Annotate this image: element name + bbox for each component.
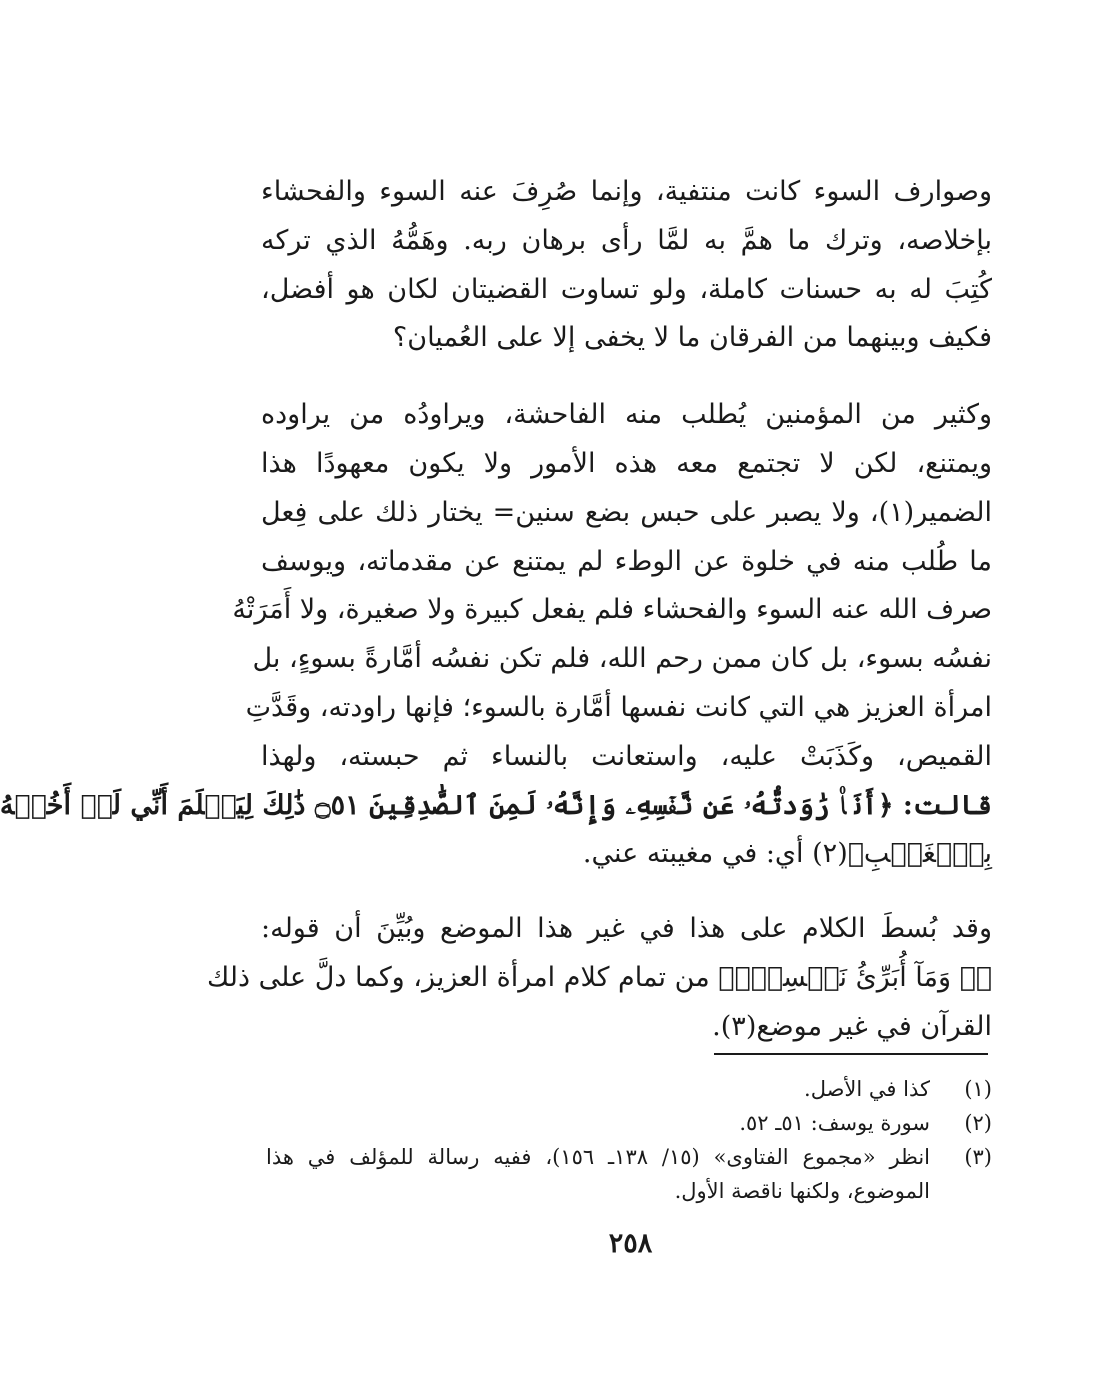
- footnote-separator: [714, 1053, 988, 1055]
- paragraph-line: ما طُلب منه في خلوة عن الوطء لم يمتنع عن مقدماته، ويوسف: [261, 545, 992, 577]
- paragraph-line: فكيف وبينهما من الفرقان ما لا يخفى إلا على العُميان؟: [392, 322, 992, 354]
- paragraph-line: القرآن في غير موضع(٣).: [712, 1010, 992, 1042]
- paragraph-line: بِٱلۡغَيۡبِ﴾(٢) أي: في مغيبته عني.: [582, 838, 992, 870]
- footnote-2: [266, 1106, 992, 1140]
- footnote-number: (١): [964, 1077, 992, 1101]
- paragraph-line: بإخلاصه، وترك ما همَّ به لمَّا رأى برهان ربه. وهَمُّهُ الذي تركه: [261, 224, 992, 256]
- paragraph-line: ويمتنع، لكن لا تجتمع معه هذه الأمور ولا يكون معهودًا هذا: [261, 447, 992, 479]
- paragraph-line: القميص، وكَذَبَتْ عليه، واستعانت بالنساء ثم حبسته، ولهذا: [261, 740, 992, 772]
- footnote-1: [266, 1072, 992, 1106]
- footnote-3: [266, 1140, 992, 1208]
- footnote-text: الموضوع، ولكنها ناقصة الأول.: [674, 1179, 930, 1203]
- paragraph-line: كُتِبَ له به حسنات كاملة، ولو تساوت القضيتان لكان هو أفضل،: [261, 273, 992, 305]
- footnote-number: (٢): [964, 1111, 992, 1135]
- paragraph-line: الضمير(١)، ولا يصبر على حبس بضع سنين= يختار ذلك على فِعل: [261, 496, 992, 528]
- footnotes: [266, 1072, 992, 1208]
- paragraph-2: [0, 391, 992, 879]
- page-number: ٢٥٨: [608, 1228, 653, 1259]
- paragraph-line: امرأة العزيز هي التي كانت نفسها أمَّارة بالسوء؛ فإنها راودته، وقَدَّتِ: [245, 691, 992, 723]
- footnote-number: (٣): [964, 1145, 992, 1169]
- paragraph-line: ﴿۞ وَمَآ أُبَرِّئُ نَفۡسِيٓۚ﴾ من تمام كلام امرأة العزيز، وكما دلَّ على ذلك: [207, 961, 992, 993]
- paragraph-3: [207, 905, 992, 1051]
- footnote-text: سورة يوسف: ٥١ـ ٥٢.: [739, 1111, 930, 1135]
- footnote-text: انظر «مجموع الفتاوى» (١٥/ ١٣٨ـ ١٥٦)، ففيه رسالة للمؤلف في هذا: [266, 1145, 930, 1169]
- page-body: [0, 168, 992, 1052]
- paragraph-line: وقد بُسطَ الكلام على هذا في غير هذا الموضع وبُيِّنَ أن قوله:: [261, 913, 992, 945]
- paragraph-line: وصوارف السوء كانت منتفية، وإنما صُرِفَ عنه السوء والفحشاء: [261, 176, 992, 207]
- quran-verse-line: قالت: ﴿أَنَا۠ رَٰوَدتُّهُۥ عَن نَّفۡسِهِۦ وَإِنَّهُۥ لَمِنَ ٱلصَّٰدِقِينَ ۝٥١ ذَٰلِكَ لِيَعۡلَمَ أَنِّي لَمۡ أَخُنۡهُ: [0, 789, 992, 821]
- paragraph-line: صرف الله عنه السوء والفحشاء فلم يفعل كبيرة ولا صغيرة، ولا أَمَرَتْهُ: [232, 594, 992, 626]
- paragraph-line: نفسُه بسوء، بل كان ممن رحم الله، فلم تكن نفسُه أمَّارةً بسوءٍ، بل: [252, 643, 992, 675]
- paragraph-1: [261, 168, 992, 363]
- paragraph-line: وكثير من المؤمنين يُطلب منه الفاحشة، ويراودُه من يراوده: [261, 399, 992, 431]
- footnote-text: كذا في الأصل.: [804, 1077, 930, 1101]
